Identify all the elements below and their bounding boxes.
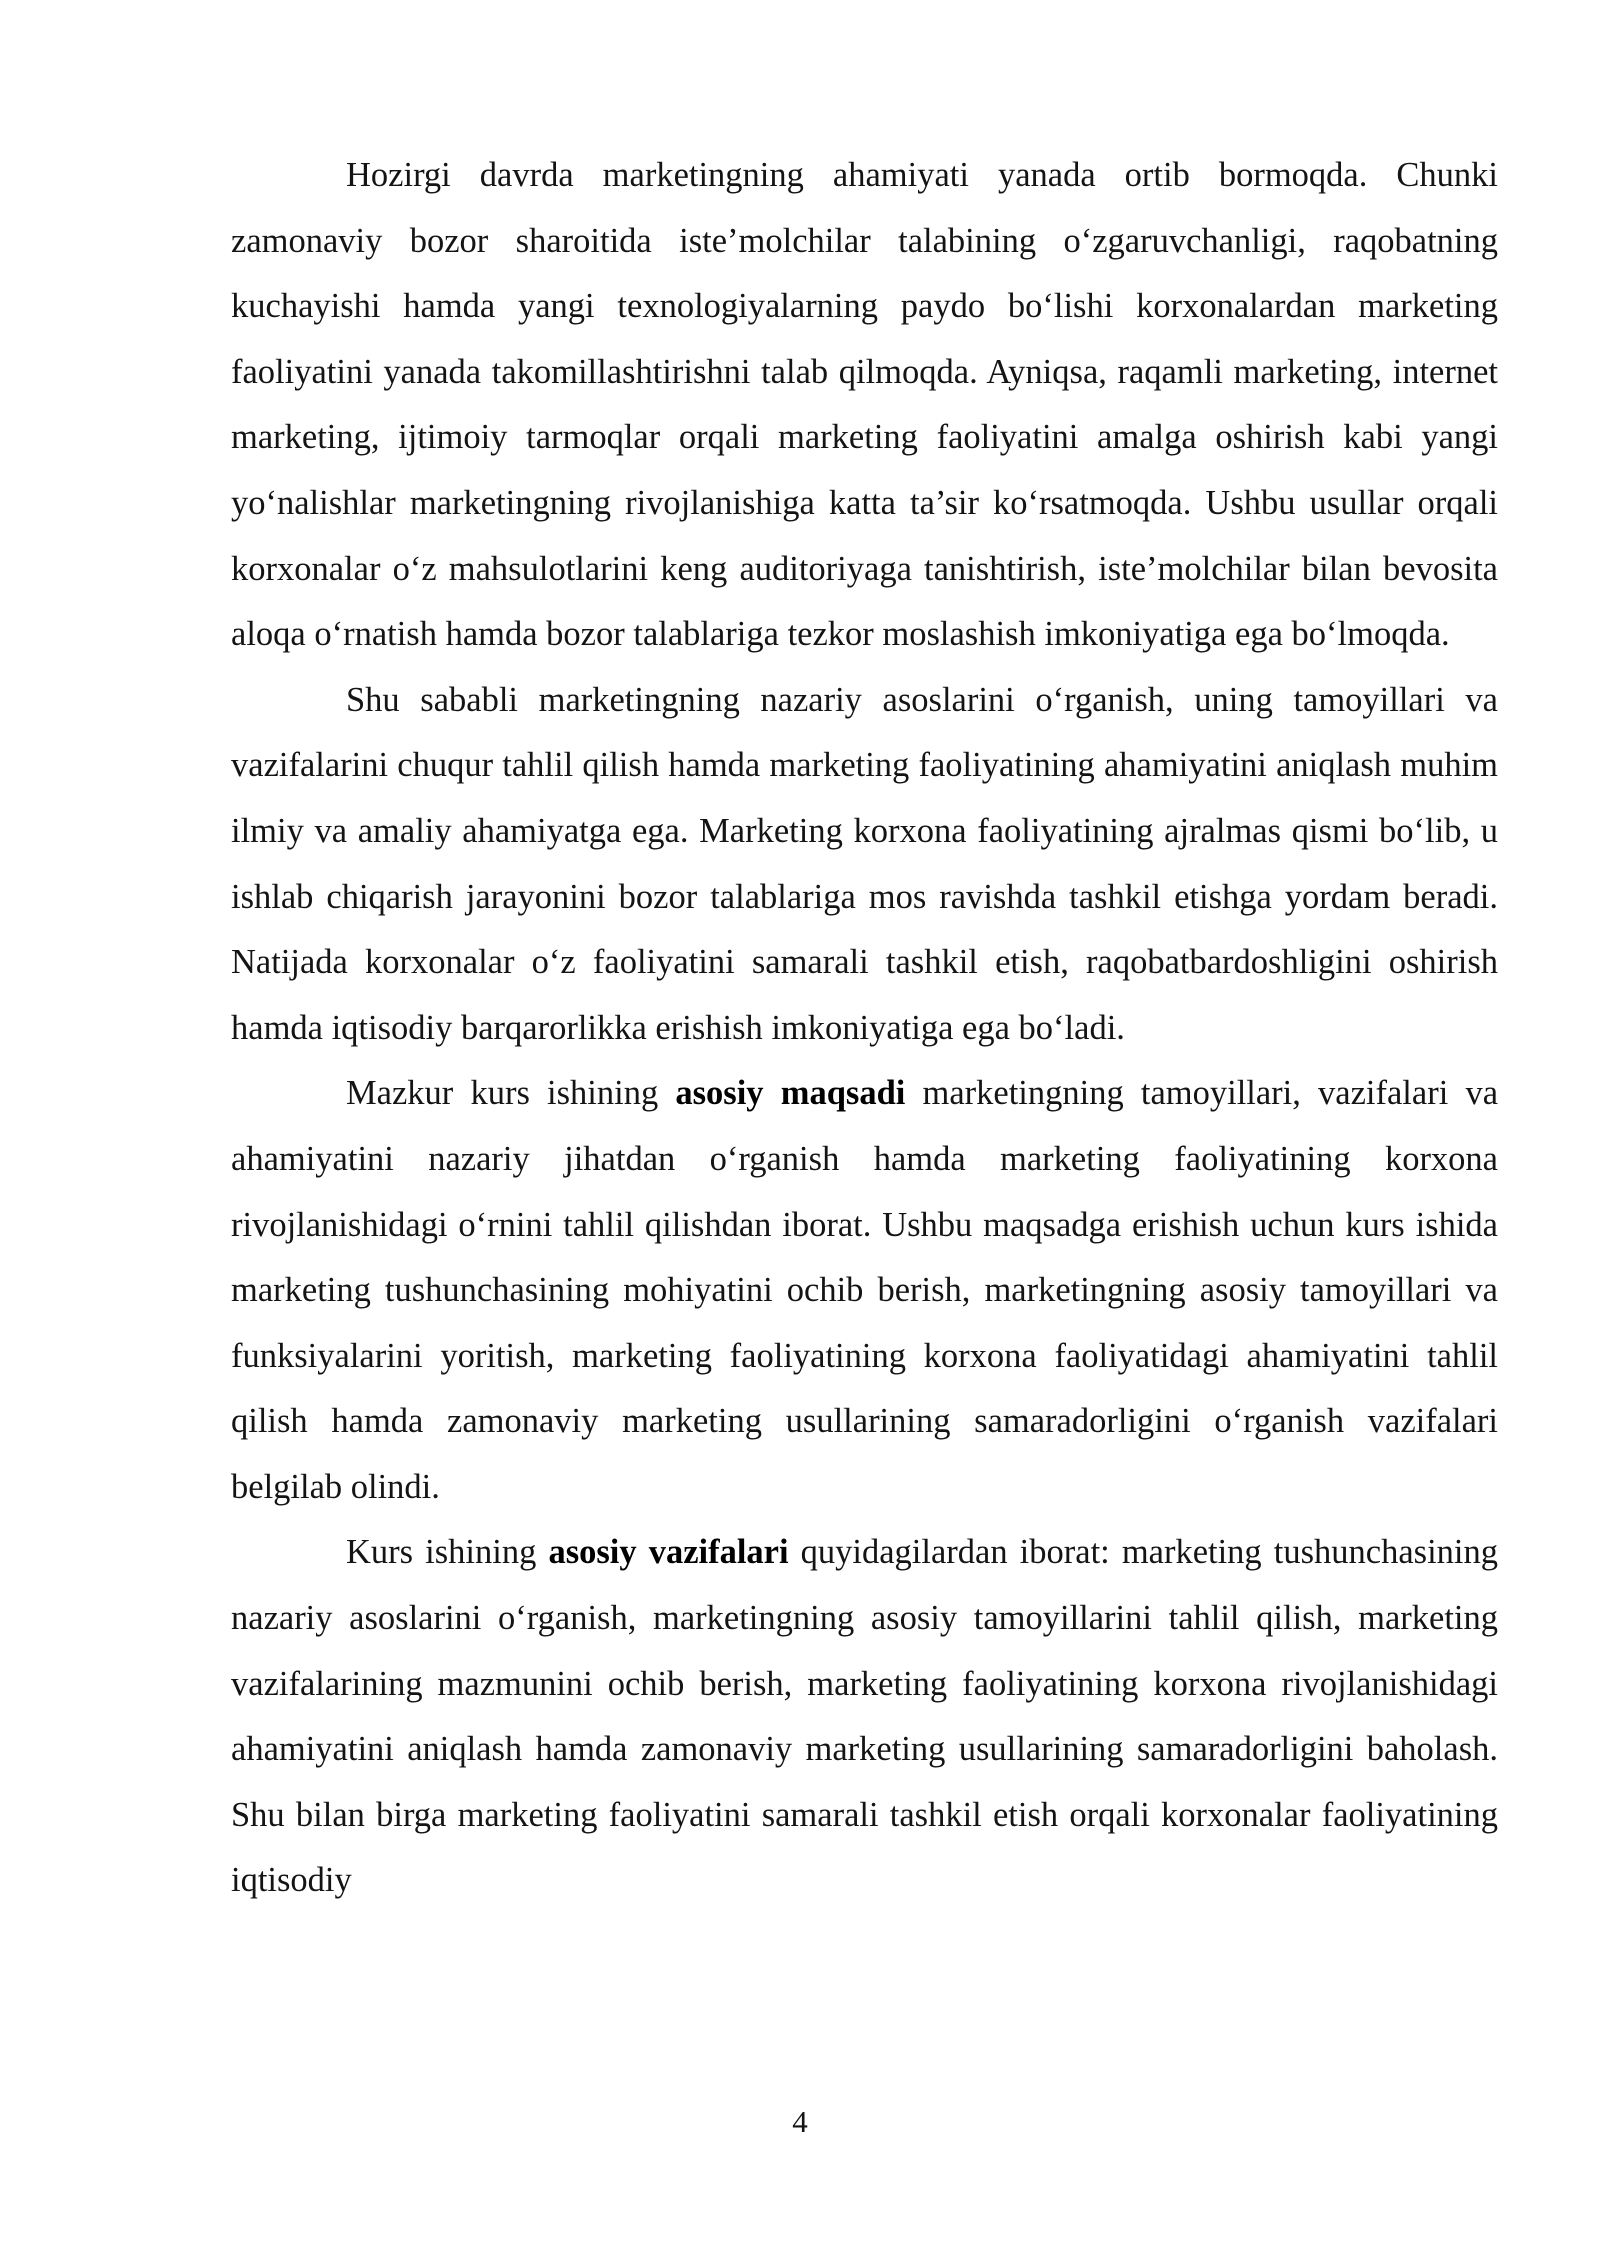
paragraph <box>231 1520 1498 1914</box>
bold-term-main-goal: asosiy maqsadi <box>675 1074 906 1113</box>
bold-term-main-tasks: asosiy vazifalari <box>548 1533 789 1572</box>
page-number: 4 <box>792 2104 808 2139</box>
paragraph-text: Mazkur kurs ishining <box>346 1074 676 1113</box>
paragraph-text: Hozirgi davrda marketingning ahamiyati yanada ortib bormoqda. Chunki zamonaviy bozor sharoitida iste’molchilar talabining o‘zgaruvchanligi, raqobatning kuchayishi hamda yangi texnologiyalarning paydo bo‘lishi korxonalardan marketing faoliyatini yanada takomillashtirishni talab qilmoqda. Ayniqsa, raqamli marketing, internet marketing, ijtimoiy tarmoqlar orqali marketing faoliyatini amalga oshirish kabi yangi yo‘nalishlar marketingning rivojlanishiga katta ta’sir ko‘rsatmoqda. Ushbu usullar orqali korxonalar o‘z mahsulotlarini keng auditoriyaga tanishtirish, iste’molchilar bilan bevosita aloqa o‘rnatish hamda bozor talablariga tezkor moslashish imkoniyatiga ega bo‘lmoqda. <box>231 156 1498 654</box>
paragraph-text: Kurs ishining <box>346 1533 549 1572</box>
paragraph <box>231 143 1498 668</box>
paragraph-text: Shu sababli marketingning nazariy asoslarini o‘rganish, uning tamoyillari va vazifalarini chuqur tahlil qilish hamda marketing faoliyatining ahamiyatini aniqlash muhim ilmiy va amaliy ahamiyatga ega. Marketing korxona faoliyatining ajralmas qismi bo‘lib, u ishlab chiqarish jarayonini bozor talablariga mos ravishda tashkil etishga yordam beradi. Natijada korxonalar o‘z faoliyatini samarali tashkil etish, raqobatbardoshligini oshirish hamda iqtisodiy barqarorlikka erishish imkoniyatiga ega bo‘ladi. <box>231 680 1498 1047</box>
paragraph <box>231 1061 1498 1520</box>
body-text <box>231 143 1498 1914</box>
paragraph-text: quyidagilardan iborat: marketing tushunchasining nazariy asoslarini o‘rganish, marketingning asosiy tamoyillarini tahlil qilish, marketing vazifalarining mazmunini ochib berish, marketing faoliyatining korxona rivojlanishidagi ahamiyatini aniqlash hamda zamonaviy marketing usullarining samaradorligini baholash. Shu bilan birga marketing faoliyatini samarali tashkil etish orqali korxonalar faoliyatining iqtisodiy <box>231 1533 1499 1900</box>
paragraph <box>231 668 1498 1062</box>
paragraph-text: marketingning tamoyillari, vazifalari va ahamiyatini nazariy jihatdan o‘rganish hamda marketing faoliyatining korxona rivojlanishidagi o‘rnini tahlil qilishdan iborat. Ushbu maqsadga erishish uchun kurs ishida marketing tushunchasining mohiyatini ochib berish, marketingning asosiy tamoyillari va funksiyalarini yoritish, marketing faoliyatining korxona faoliyatidagi ahamiyatini tahlil qilish hamda zamonaviy marketing usullarining samaradorligini o‘rganish vazifalari belgilab olindi. <box>231 1074 1499 1506</box>
